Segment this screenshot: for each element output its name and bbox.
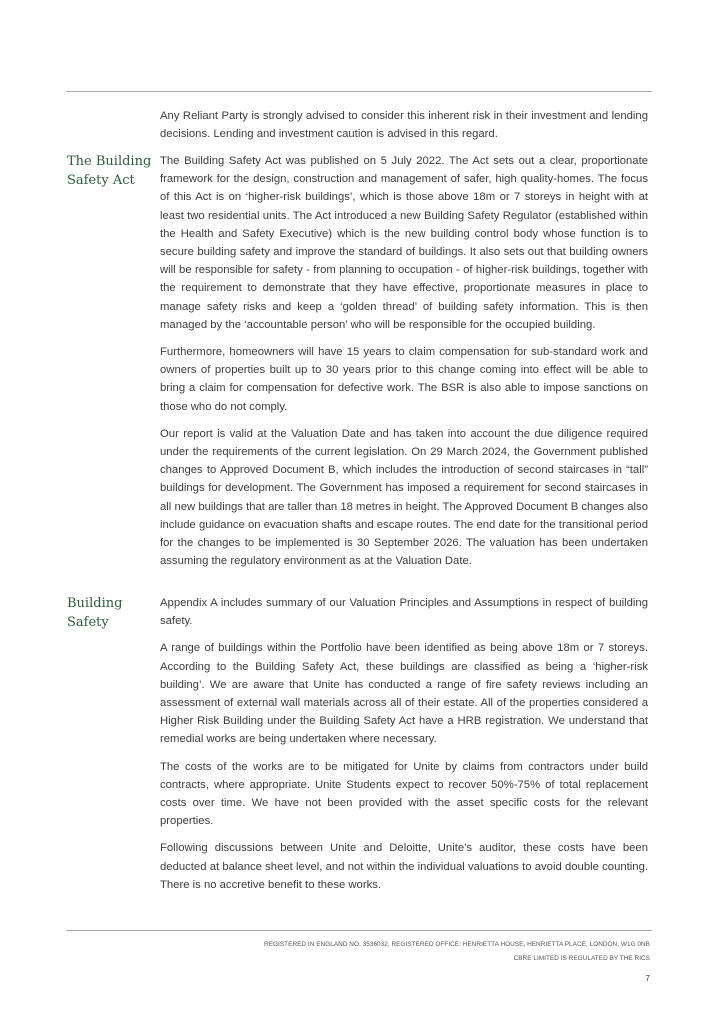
header-divider (66, 91, 652, 92)
paragraph: Our report is valid at the Valuation Date and has taken into account the due diligence required under the requirements of the current legislation. On 29 March 2024, the Government published changes to Approved Document B, which includes the introduction of second staircases in “tall” buildings for development. The Government has imposed a requirement for second staircases in all new buildings that are taller than 18 metres in height. The Approved Document B changes also include guidance on evacuation shafts and escape routes. The end date for the transitional period for the changes to be implemented is 30 September 2026. The valuation has been undertaken assuming the regulatory environment as at the Valuation Date. (160, 427, 648, 568)
intro-block (160, 107, 648, 152)
paragraph: The Building Safety Act was published on 5 July 2022. The Act sets out a clear, proportionate framework for the design, construction and management of safer, high quality-homes. The focus of this Act is on ‘higher-risk buildings’, which is those above 18m or 7 storeys in height with at least two residential units. The Act introduced a new Building Safety Regulator (established within the Health and Safety Executive) which is the new building control body whose function is to secure building safety and improve the standard of buildings. It also sets out that building owners will be responsible for safety - from planning to occupation - of higher-risk buildings, together with the requirement to demonstrate that they have effective, proportionate measures in place to manage safety risks and keep a ‘golden thread’ of building safety information. This is then managed by the ‘accountable person’ who will be responsible for the occupied building. (160, 155, 648, 331)
paragraph: A range of buildings within the Portfolio have been identified as being above 18m or 7 storeys. According to the Building Safety Act, these buildings are classified as being a ‘higher-risk building’. We are aware that Unite has conducted a range of fire safety reviews including an assessment of external wall materials across all of their estate. All of the properties considered a Higher Risk Building under the Building Safety Act have a HRB registration. We understand that remedial works are being undertaken where necessary. (160, 642, 648, 746)
section-heading-building-safety: Building Safety (67, 596, 123, 630)
paragraph: The costs of the works are to be mitigated for Unite by claims from contractors under build contracts, where appropriate. Unite Students expect to recover 50%-75% of total replacement costs over time. We have not been provided with the asset specific costs for the relevant properties. (160, 760, 648, 828)
section-heading-building-safety-act: The Building Safety Act (67, 154, 152, 188)
intro-paragraph: Any Reliant Party is strongly advised to consider this inherent risk in their investment and lending decisions. Lending and investment caution is advised in this regard. (160, 110, 648, 141)
footer-registration: REGISTERED IN ENGLAND NO. 3536032, REGISTERED OFFICE: HENRIETTA HOUSE, HENRIETTA PLACE, LONDON, W1G 0NB (264, 941, 650, 948)
paragraph: Following discussions between Unite and Deloitte, Unite’s auditor, these costs have been deducted at balance sheet level, and not within the individual valuations to avoid double counting. There is no accretive benefit to these works. (160, 842, 648, 891)
building-safety-act-body (160, 152, 648, 579)
paragraph: Appendix A includes summary of our Valuation Principles and Assumptions in respect of building safety. (160, 597, 648, 628)
footer-divider (66, 930, 652, 931)
paragraph: Furthermore, homeowners will have 15 years to claim compensation for sub-standard work and owners of properties built up to 30 years prior to this change coming into effect will be able to bring a claim for compensation for defective work. The BSR is also able to impose sanctions on those who do not comply. (160, 346, 648, 413)
footer-regulation: CBRE LIMITED IS REGULATED BY THE RICS (513, 955, 650, 962)
building-safety-body (160, 594, 648, 903)
page-number: 7 (645, 973, 650, 983)
